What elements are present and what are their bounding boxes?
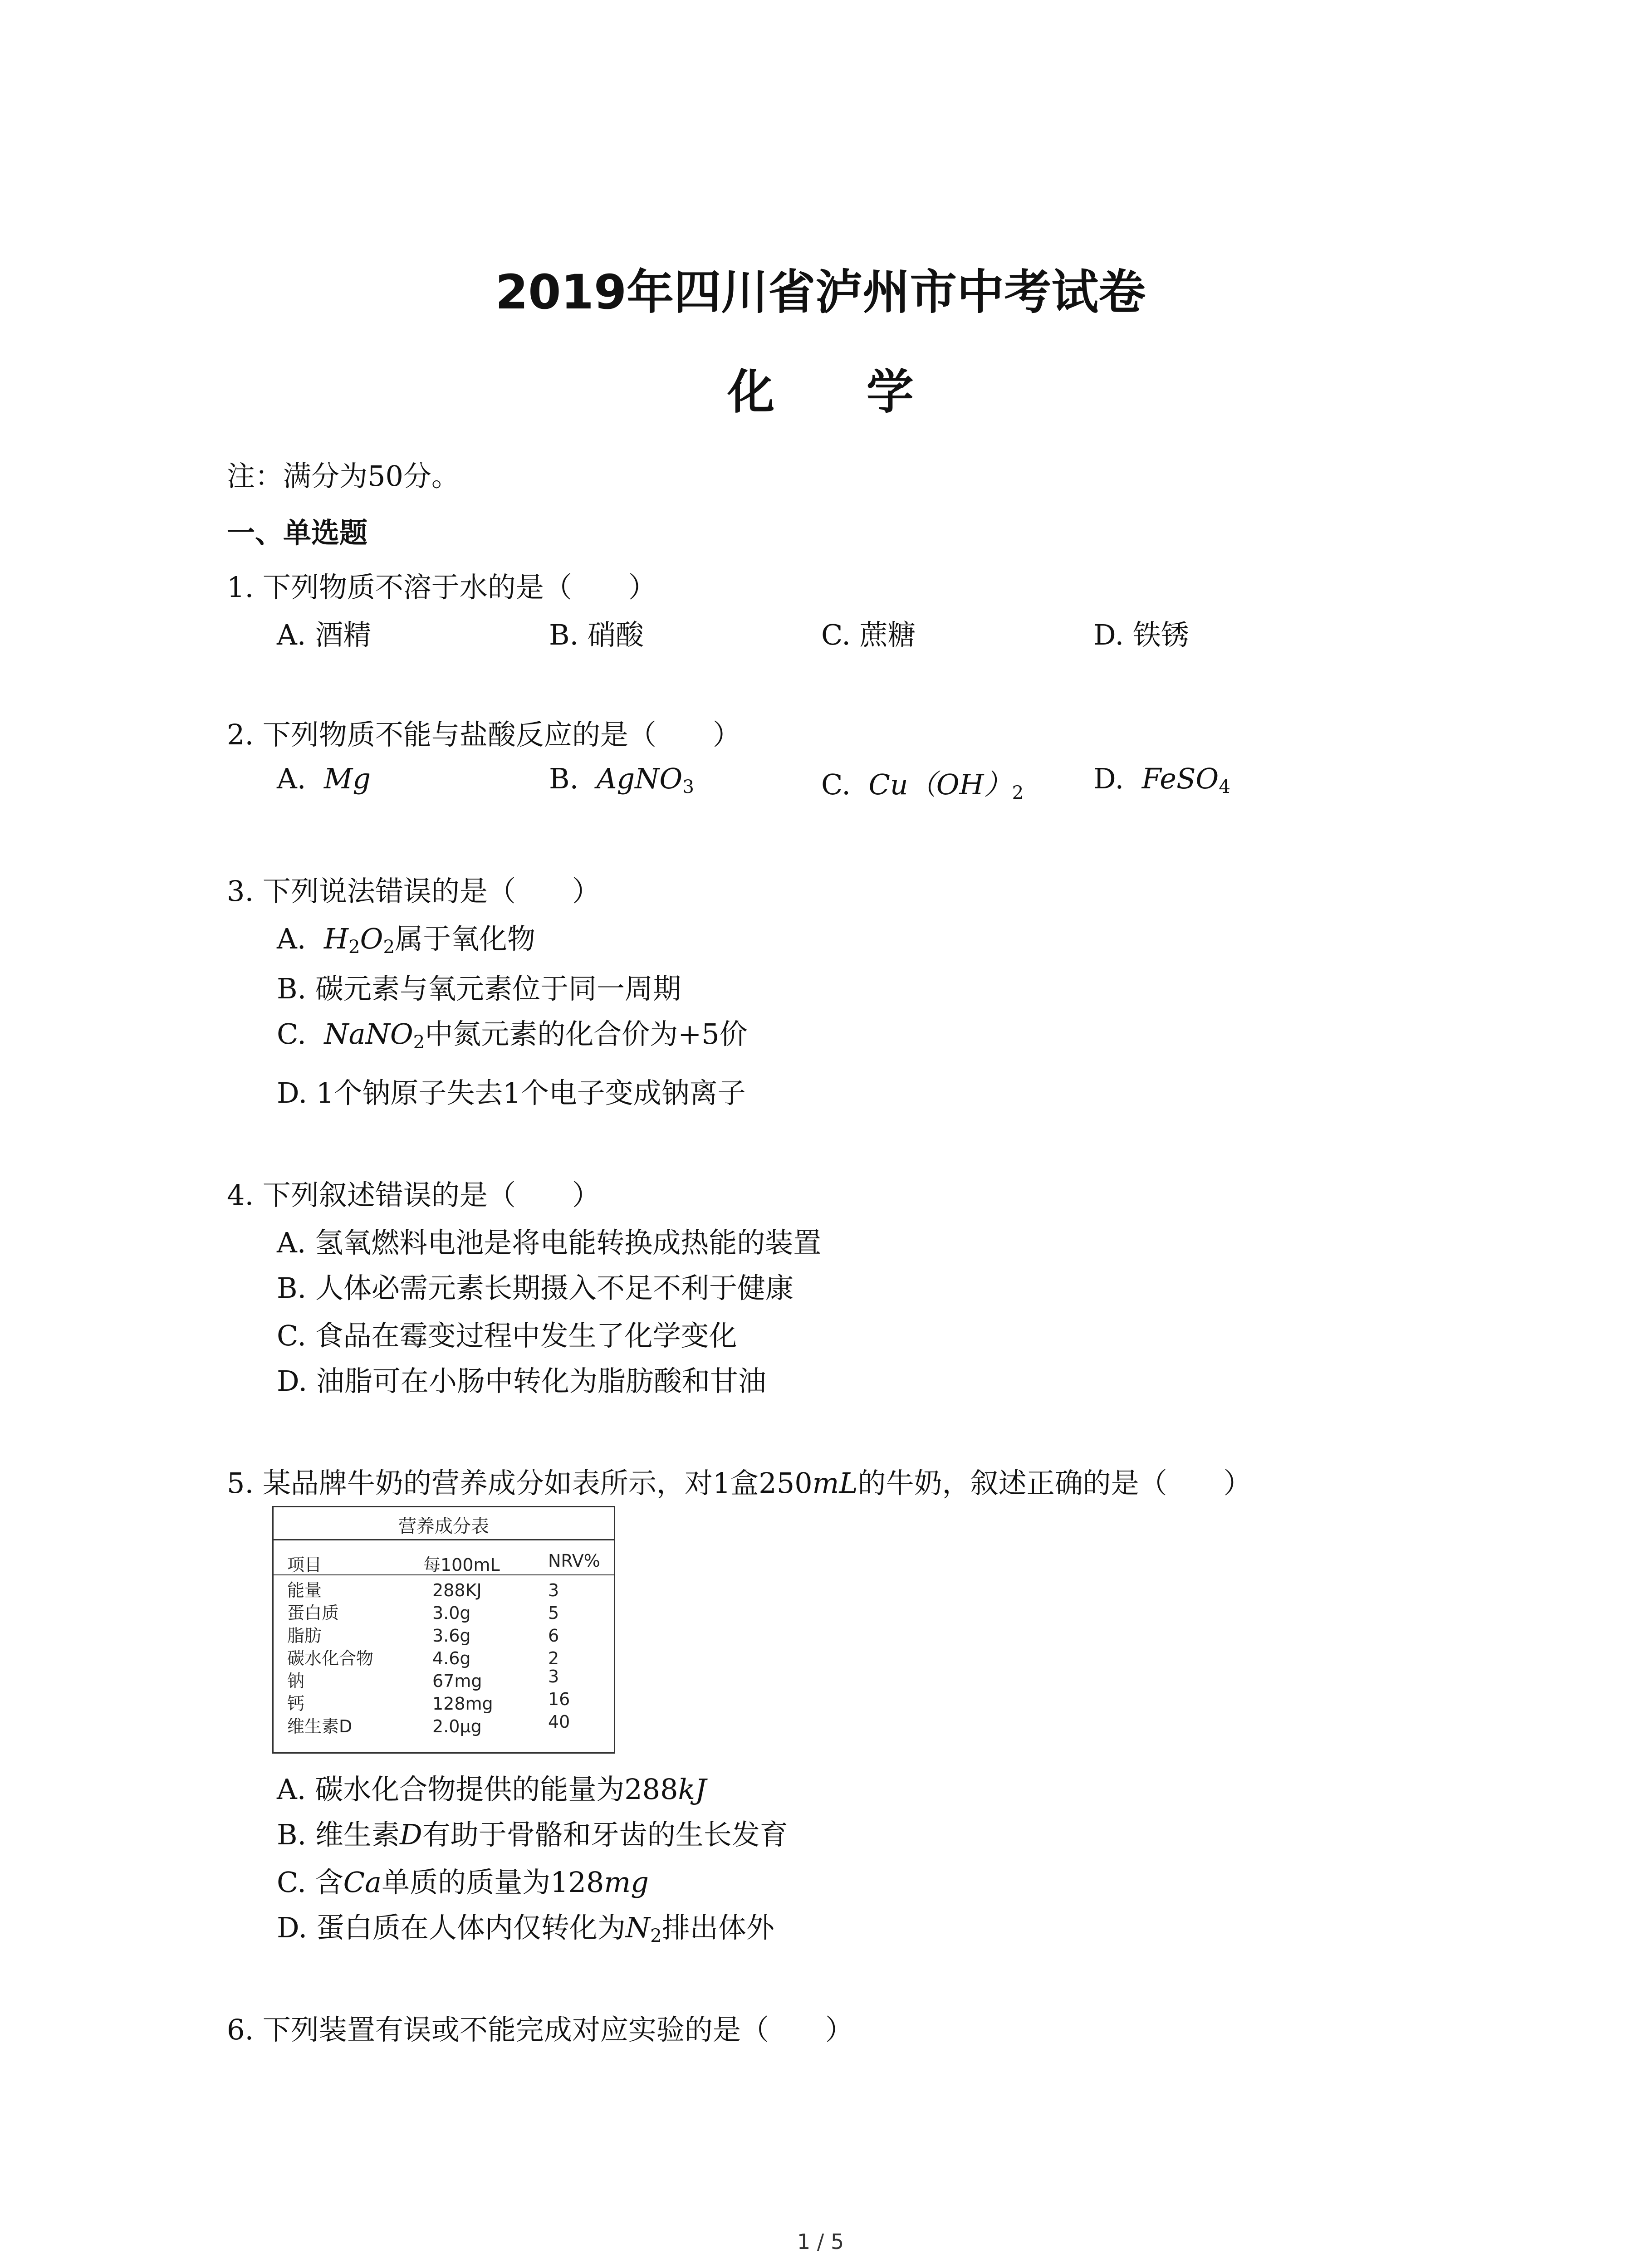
q4-option-d: D. 油脂可在小肠中转化为脂肪酸和甘油	[277, 1364, 766, 1398]
q5-option-a: A. 碳水化合物提供的能量为288kJ	[277, 1773, 706, 1806]
q1-stem: 1. 下列物质不溶于水的是（ ）	[227, 571, 656, 604]
subject-title: 化 学	[727, 364, 951, 420]
q4-option-c: C. 食品在霉变过程中发生了化学变化	[277, 1319, 737, 1352]
page-number: 1 / 5	[797, 2229, 844, 2254]
q1-option-a: A. 酒精	[277, 618, 372, 651]
table-nrv: 3	[548, 1580, 559, 1600]
q5-option-c: C. 含Ca单质的质量为128mg	[277, 1866, 649, 1899]
table-caption: 营养成分表	[398, 1516, 489, 1537]
table-header-item: 项目	[287, 1555, 322, 1575]
table-item: 碳水化合物	[287, 1648, 374, 1668]
table-item: 钠	[287, 1671, 305, 1691]
table-amount: 128mg	[432, 1694, 493, 1714]
q4-option-a: A. 氢氧燃料电池是将电能转换成热能的装置	[277, 1226, 822, 1259]
score-note: 注：满分为50分。	[227, 459, 460, 493]
section-heading: 一、单选题	[227, 516, 368, 549]
q4-option-b: B. 人体必需元素长期摄入不足不利于健康	[277, 1271, 794, 1305]
table-amount: 4.6g	[432, 1648, 471, 1668]
table-amount: 3.0g	[432, 1603, 471, 1623]
exam-title: 2019年四川省泸州市中考试卷	[495, 264, 1146, 320]
table-nrv: 16	[548, 1689, 570, 1709]
q3-stem: 3. 下列说法错误的是（ ）	[227, 875, 600, 908]
table-amount: 67mg	[432, 1671, 482, 1691]
table-amount: 2.0μg	[432, 1716, 482, 1736]
table-item: 蛋白质	[287, 1603, 339, 1623]
q5-option-d: D. 蛋白质在人体内仅转化为$N_2$排出体外	[277, 1911, 774, 1947]
table-nrv: 3	[548, 1667, 559, 1686]
q3-option-d: D. 1个钠原子失去1个电子变成钠离子	[277, 1076, 746, 1110]
q2-option-b: B. AgNO$_3$	[549, 762, 694, 798]
table-amount: 288KJ	[432, 1580, 482, 1600]
table-item: 能量	[287, 1580, 322, 1600]
q3-option-c: C. NaNO$_2$中氮元素的化合价为+5价	[277, 1017, 748, 1053]
q3-option-b: B. 碳元素与氧元素位于同一周期	[277, 972, 681, 1005]
q2-option-a: A. Mg	[277, 762, 371, 795]
q2-stem: 2. 下列物质不能与盐酸反应的是（ ）	[227, 718, 741, 751]
table-item: 钙	[287, 1694, 305, 1714]
table-header-amount: 每100mL	[423, 1555, 500, 1575]
table-amount: 3.6g	[432, 1626, 471, 1646]
table-nrv: 6	[548, 1626, 559, 1646]
nutrition-table	[272, 1506, 615, 1754]
q3-option-a: A. $H_2O_2$属于氧化物	[277, 922, 536, 958]
table-header-nrv: NRV%	[548, 1551, 600, 1571]
q5-stem: 5. 某品牌牛奶的营养成分如表所示，对1盒250mL的牛奶，叙述正确的是（ ）	[227, 1466, 1252, 1500]
q6-stem: 6. 下列装置有误或不能完成对应实验的是（ ）	[227, 2013, 853, 2046]
q2-option-c: C. $Cu(OH)_2$	[821, 768, 1024, 804]
q4-stem: 4. 下列叙述错误的是（ ）	[227, 1178, 600, 1212]
table-item: 脂肪	[287, 1626, 322, 1646]
table-nrv: 2	[548, 1648, 559, 1668]
q1-option-c: C. 蔗糖	[821, 618, 916, 651]
table-nrv: 40	[548, 1712, 570, 1732]
q2-option-d: D. FeSO$_4$	[1093, 762, 1230, 798]
q1-option-d: D. 铁锈	[1093, 618, 1189, 651]
q5-option-b: B. 维生素D有助于骨骼和牙齿的生长发育	[277, 1818, 788, 1851]
q1-option-b: B. 硝酸	[549, 618, 644, 651]
table-item: 维生素D	[287, 1716, 353, 1736]
table-nrv: 5	[548, 1603, 559, 1623]
